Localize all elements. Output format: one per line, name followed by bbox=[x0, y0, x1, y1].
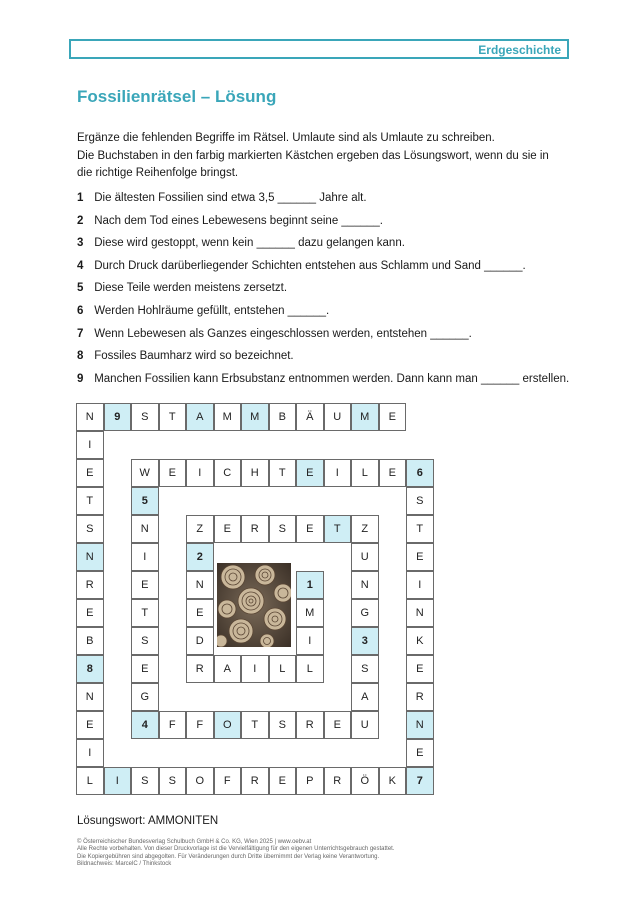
grid-cell: I bbox=[104, 767, 132, 795]
clue-text: Manchen Fossilien kann Erbsubstanz entnommen werden. Dann kann man ______ erstellen. bbox=[94, 372, 570, 385]
grid-cell: H bbox=[241, 459, 269, 487]
grid-cell: M bbox=[214, 403, 242, 431]
clue-item bbox=[77, 233, 597, 256]
grid-cell: T bbox=[241, 711, 269, 739]
grid-cell: R bbox=[186, 655, 214, 683]
clue-item bbox=[77, 369, 597, 392]
grid-cell: T bbox=[406, 515, 434, 543]
grid-cell: E bbox=[379, 403, 407, 431]
grid-cell: L bbox=[351, 459, 379, 487]
grid-cell: R bbox=[324, 767, 352, 795]
grid-cell: W bbox=[131, 459, 159, 487]
clue-item bbox=[77, 278, 597, 301]
clue-number: 2 bbox=[77, 214, 84, 227]
grid-cell: E bbox=[76, 599, 104, 627]
grid-cell: Z bbox=[351, 515, 379, 543]
grid-cell: K bbox=[379, 767, 407, 795]
clue-text: Diese Teile werden meistens zersetzt. bbox=[94, 282, 288, 295]
clue-text: Die ältesten Fossilien sind etwa 3,5 ______ Jahre alt. bbox=[94, 192, 367, 204]
grid-cell: S bbox=[351, 655, 379, 683]
grid-cell: G bbox=[131, 683, 159, 711]
grid-cell: T bbox=[269, 459, 297, 487]
footer-line: Alle Rechte vorbehalten. Von dieser Druckvorlage ist die Vervielfältigung für den eigenen Unterrichtsgebrauch gestattet. bbox=[77, 846, 395, 853]
clue-number: 6 bbox=[77, 304, 84, 317]
solution-number-cell: 7 bbox=[406, 767, 434, 795]
grid-cell: A bbox=[351, 683, 379, 711]
grid-cell: D bbox=[186, 627, 214, 655]
grid-cell: B bbox=[76, 627, 104, 655]
header-label: Erdgeschichte bbox=[478, 43, 561, 57]
grid-cell: Ä bbox=[296, 403, 324, 431]
grid-cell: T bbox=[159, 403, 187, 431]
grid-cell: E bbox=[324, 711, 352, 739]
clue-text: Wenn Lebewesen als Ganzes eingeschlossen werden, entstehen ______. bbox=[94, 327, 472, 340]
clue-number: 9 bbox=[77, 372, 84, 385]
grid-cell: L bbox=[76, 767, 104, 795]
solution-number-cell: 3 bbox=[351, 627, 379, 655]
grid-cell: S bbox=[269, 711, 297, 739]
instructions bbox=[77, 130, 577, 183]
grid-cell: U bbox=[324, 403, 352, 431]
grid-cell: E bbox=[379, 459, 407, 487]
footer-line: © Österreichischer Bundesverlag Schulbuch GmbH & Co. KG, Wien 2025 | www.oebv.at bbox=[77, 839, 312, 845]
clue-text: Nach dem Tod eines Lebewesens beginnt seine ______. bbox=[94, 214, 383, 227]
grid-cell: N bbox=[351, 571, 379, 599]
grid-cell: S bbox=[131, 403, 159, 431]
grid-cell: R bbox=[76, 571, 104, 599]
solution-number-cell: 6 bbox=[406, 459, 434, 487]
grid-cell: T bbox=[76, 487, 104, 515]
grid-cell: N bbox=[406, 711, 434, 739]
grid-cell: S bbox=[131, 767, 159, 795]
grid-cell: I bbox=[296, 627, 324, 655]
grid-cell: U bbox=[351, 711, 379, 739]
grid-cell: E bbox=[406, 655, 434, 683]
grid-cell: E bbox=[159, 459, 187, 487]
grid-cell: E bbox=[406, 543, 434, 571]
solution-number-cell: 5 bbox=[131, 487, 159, 515]
clue-item bbox=[77, 346, 597, 369]
clue-number: 3 bbox=[77, 237, 84, 250]
clue-item bbox=[77, 301, 597, 324]
grid-cell: O bbox=[186, 767, 214, 795]
grid-cell: T bbox=[131, 599, 159, 627]
grid-cell: N bbox=[76, 543, 104, 571]
clue-item bbox=[77, 324, 597, 347]
grid-cell: A bbox=[214, 655, 242, 683]
grid-cell: E bbox=[131, 655, 159, 683]
grid-cell: N bbox=[76, 683, 104, 711]
grid-cell: L bbox=[269, 655, 297, 683]
grid-cell: F bbox=[159, 711, 187, 739]
grid-cell: N bbox=[186, 571, 214, 599]
grid-cell: I bbox=[324, 459, 352, 487]
grid-cell: R bbox=[406, 683, 434, 711]
grid-cell: N bbox=[131, 515, 159, 543]
grid-cell: L bbox=[296, 655, 324, 683]
clue-item bbox=[77, 211, 597, 234]
grid-cell: R bbox=[241, 767, 269, 795]
grid-cell: U bbox=[351, 543, 379, 571]
grid-cell: E bbox=[406, 739, 434, 767]
grid-cell: T bbox=[324, 515, 352, 543]
grid-cell: I bbox=[241, 655, 269, 683]
grid-cell: F bbox=[214, 767, 242, 795]
grid-cell: M bbox=[296, 599, 324, 627]
solution-number-cell: 2 bbox=[186, 543, 214, 571]
clue-number: 4 bbox=[77, 259, 84, 272]
solution-number-cell: 4 bbox=[131, 711, 159, 739]
solution-number-cell: 8 bbox=[76, 655, 104, 683]
clue-text: Diese wird gestoppt, wenn kein ______ dazu gelangen kann. bbox=[94, 237, 405, 250]
solution-number-cell: 9 bbox=[104, 403, 132, 431]
footer-line: Bildnachweis: MarcelC / Thinkstock bbox=[77, 860, 172, 867]
grid-cell: E bbox=[186, 599, 214, 627]
grid-cell: N bbox=[406, 599, 434, 627]
instruction-line: Die Buchstaben in den farbig markierten Kästchen ergeben das Lösungswort, wenn du sie in bbox=[77, 149, 549, 162]
clue-number: 1 bbox=[77, 192, 84, 204]
grid-cell: G bbox=[351, 599, 379, 627]
grid-cell: M bbox=[351, 403, 379, 431]
clue-list bbox=[77, 188, 597, 391]
grid-cell: E bbox=[131, 571, 159, 599]
grid-cell: R bbox=[241, 515, 269, 543]
grid-cell: E bbox=[296, 515, 324, 543]
grid-cell: I bbox=[131, 543, 159, 571]
grid-cell: S bbox=[76, 515, 104, 543]
grid-cell: E bbox=[76, 459, 104, 487]
clue-number: 8 bbox=[77, 350, 84, 363]
instruction-line: Ergänze die fehlenden Begriffe im Rätsel. Umlaute sind als Umlaute zu schreiben. bbox=[77, 132, 495, 144]
grid-cell: Z bbox=[186, 515, 214, 543]
clue-text: Durch Druck darüberliegender Schichten entstehen aus Schlamm und Sand ______. bbox=[94, 259, 526, 272]
clue-item bbox=[77, 256, 597, 279]
grid-cell: S bbox=[131, 627, 159, 655]
grid-cell: S bbox=[269, 515, 297, 543]
grid-cell: Ö bbox=[351, 767, 379, 795]
grid-cell: I bbox=[76, 431, 104, 459]
grid-cell: B bbox=[269, 403, 297, 431]
page-title: Fossilienrätsel – Lösung bbox=[77, 87, 277, 106]
grid-cell: P bbox=[296, 767, 324, 795]
grid-cell: E bbox=[269, 767, 297, 795]
grid-cell: S bbox=[159, 767, 187, 795]
grid-cell: R bbox=[296, 711, 324, 739]
clue-text: Werden Hohlräume gefüllt, entstehen ______. bbox=[94, 304, 330, 317]
grid-cell: S bbox=[406, 487, 434, 515]
solution-word: Lösungswort: AMMONITEN bbox=[77, 815, 219, 827]
grid-cell: E bbox=[76, 711, 104, 739]
clue-text: Fossiles Baumharz wird so bezeichnet. bbox=[94, 350, 294, 363]
ammonite-fossil-image bbox=[217, 563, 291, 647]
grid-cell: E bbox=[296, 459, 324, 487]
grid-cell: C bbox=[214, 459, 242, 487]
crossword-grid bbox=[76, 403, 433, 795]
footer-copyright bbox=[77, 839, 395, 868]
grid-cell: I bbox=[186, 459, 214, 487]
grid-cell: I bbox=[406, 571, 434, 599]
clue-number: 5 bbox=[77, 282, 84, 295]
grid-cell: I bbox=[76, 739, 104, 767]
grid-cell: M bbox=[241, 403, 269, 431]
header-bar bbox=[69, 39, 569, 59]
grid-cell: O bbox=[214, 711, 242, 739]
clue-item bbox=[77, 188, 597, 211]
grid-cell: N bbox=[76, 403, 104, 431]
grid-cell: F bbox=[186, 711, 214, 739]
grid-cell: A bbox=[186, 403, 214, 431]
footer-line: Die Kopiergebühren sind abgegolten. Für Veränderungen durch Dritte übernimmt der Verlag keine Verantwortung. bbox=[77, 853, 380, 860]
grid-cell: E bbox=[214, 515, 242, 543]
instruction-line: die richtige Reihenfolge bringst. bbox=[77, 167, 239, 179]
clue-number: 7 bbox=[77, 327, 84, 340]
grid-cell: K bbox=[406, 627, 434, 655]
solution-number-cell: 1 bbox=[296, 571, 324, 599]
